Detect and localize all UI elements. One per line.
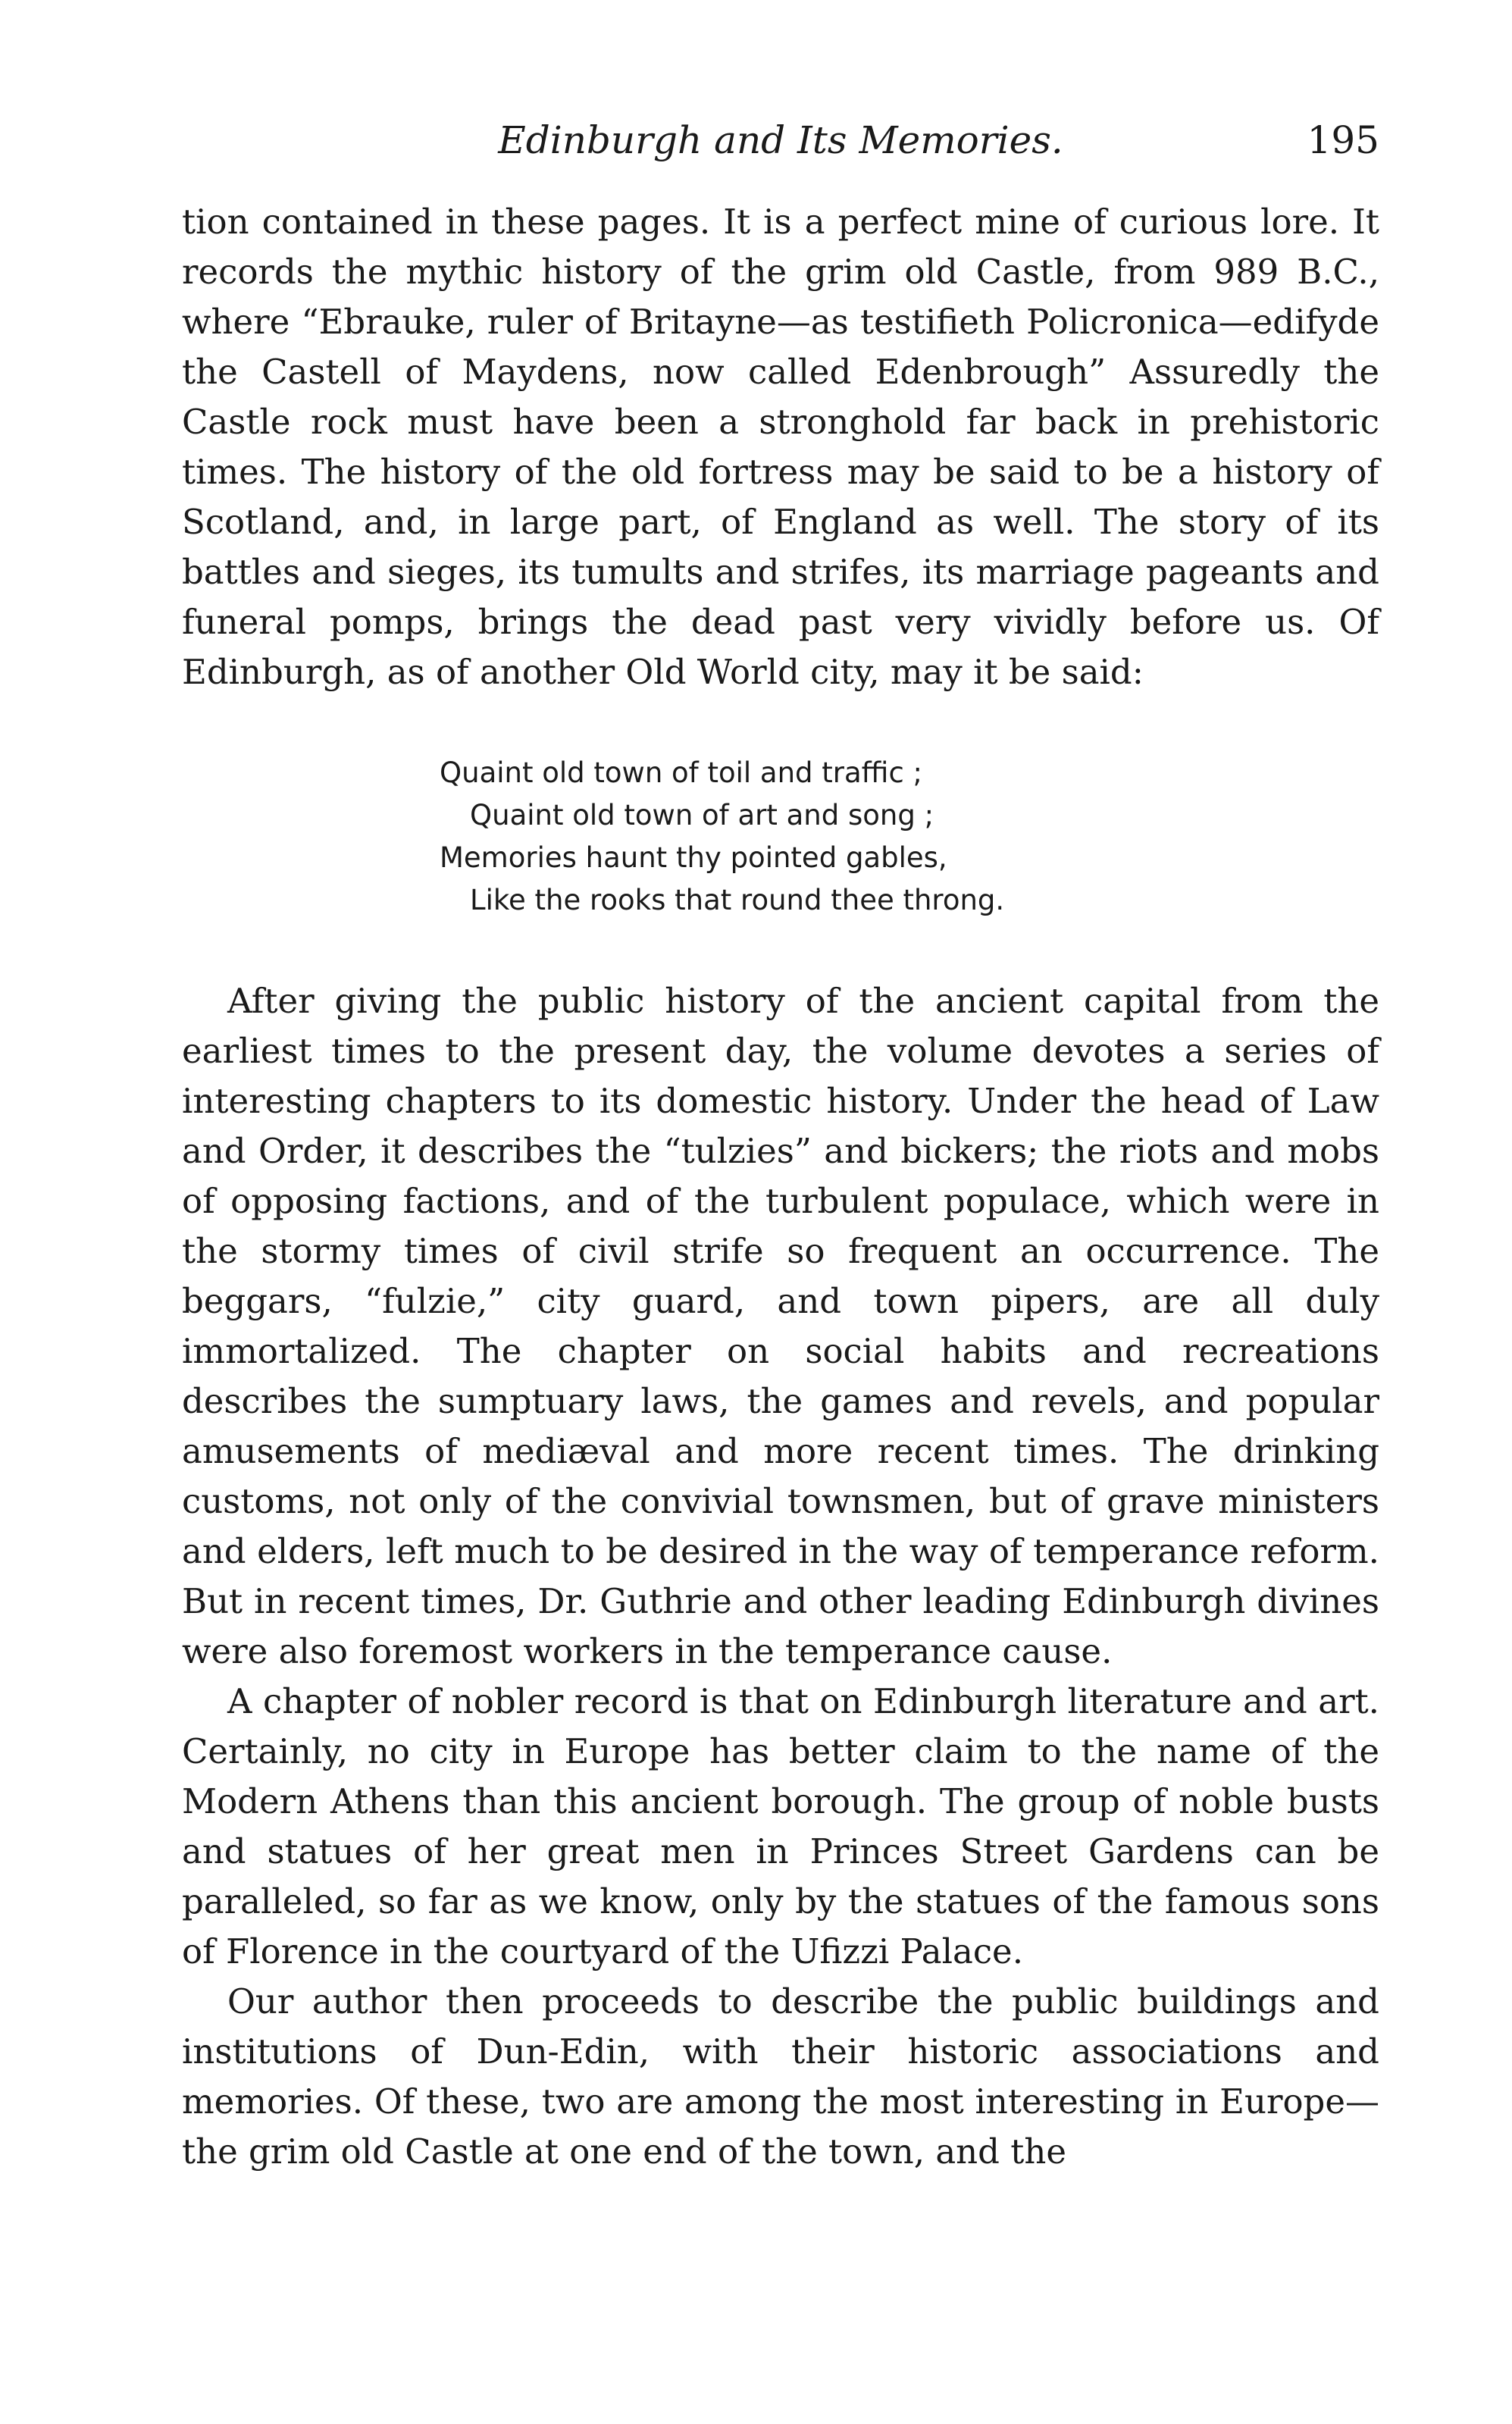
- verse-line-1: Quaint old town of toil and traffic ;: [440, 756, 923, 789]
- verse-quotation: [440, 752, 1379, 922]
- paragraph-1: tion contained in these pages. It is a perfect mine of curious lore. It records the mythic history of the grim old Castle, from 989 B.C., where “Ebrauke, ruler of Britayne—as testifieth Policronica—edifyde the Castell of Maydens, now called Edenbrough” Assuredly the Castle rock must have been a stronghold far back in prehistoric times. The history of the old fortress may be said to be a history of Scotland, and, in large part, of England as well. The story of its battles and sieges, its tumults and strifes, its marriage pageants and funeral pomps, brings the dead past very vividly before us. Of Edinburgh, as of another Old World city, may it be said:: [182, 202, 1379, 692]
- verse-line-2: Quaint old town of art and song ;: [470, 799, 934, 831]
- paragraph-3: A chapter of nobler record is that on Edinburgh literature and art. Certainly, no city in Europe has better claim to the name of the Modern Athens than this ancient borough. The group of noble busts and statues of her great men in Princes Street Gardens can be paralleled, so far as we know, only by the statues of the famous sons of Florence in the courtyard of the Ufizzi Palace.: [182, 1681, 1379, 1971]
- verse-line-4: Like the rooks that round thee throng.: [470, 884, 1005, 916]
- verse-line-3: Memories haunt thy pointed gables,: [440, 841, 947, 874]
- book-page: [182, 114, 1379, 2177]
- running-title: Edinburgh and Its Memories.: [498, 118, 1063, 162]
- paragraph-2: After giving the public history of the ancient capital from the earliest times to the present day, the volume devotes a series of interesting chapters to its domestic history. Under the head of Law and Order, it describes the “tulzies” and bickers; the riots and mobs of opposing factions, and of the turbulent populace, which were in the stormy times of civil strife so frequent an occurrence. The beggars, “fulzie,” city guard, and town pipers, are all duly immortalized. The chapter on social habits and recreations describes the sumptuary laws, the games and revels, and popular amusements of mediæval and more recent times. The drinking customs, not only of the convivial townsmen, but of grave ministers and elders, left much to be desired in the way of temperance reform. But in recent times, Dr. Guthrie and other leading Edinburgh divines were also foremost workers in the temperance cause.: [182, 981, 1379, 1671]
- running-head: [182, 114, 1379, 182]
- paragraph-4: Our author then proceeds to describe the public buildings and institutions of Dun-Edin, with their historic associations and memories. Of these, two are among the most interesting in Europe—the grim old Castle at one end of the town, and the: [182, 1981, 1379, 2172]
- page-number: 195: [1307, 118, 1379, 162]
